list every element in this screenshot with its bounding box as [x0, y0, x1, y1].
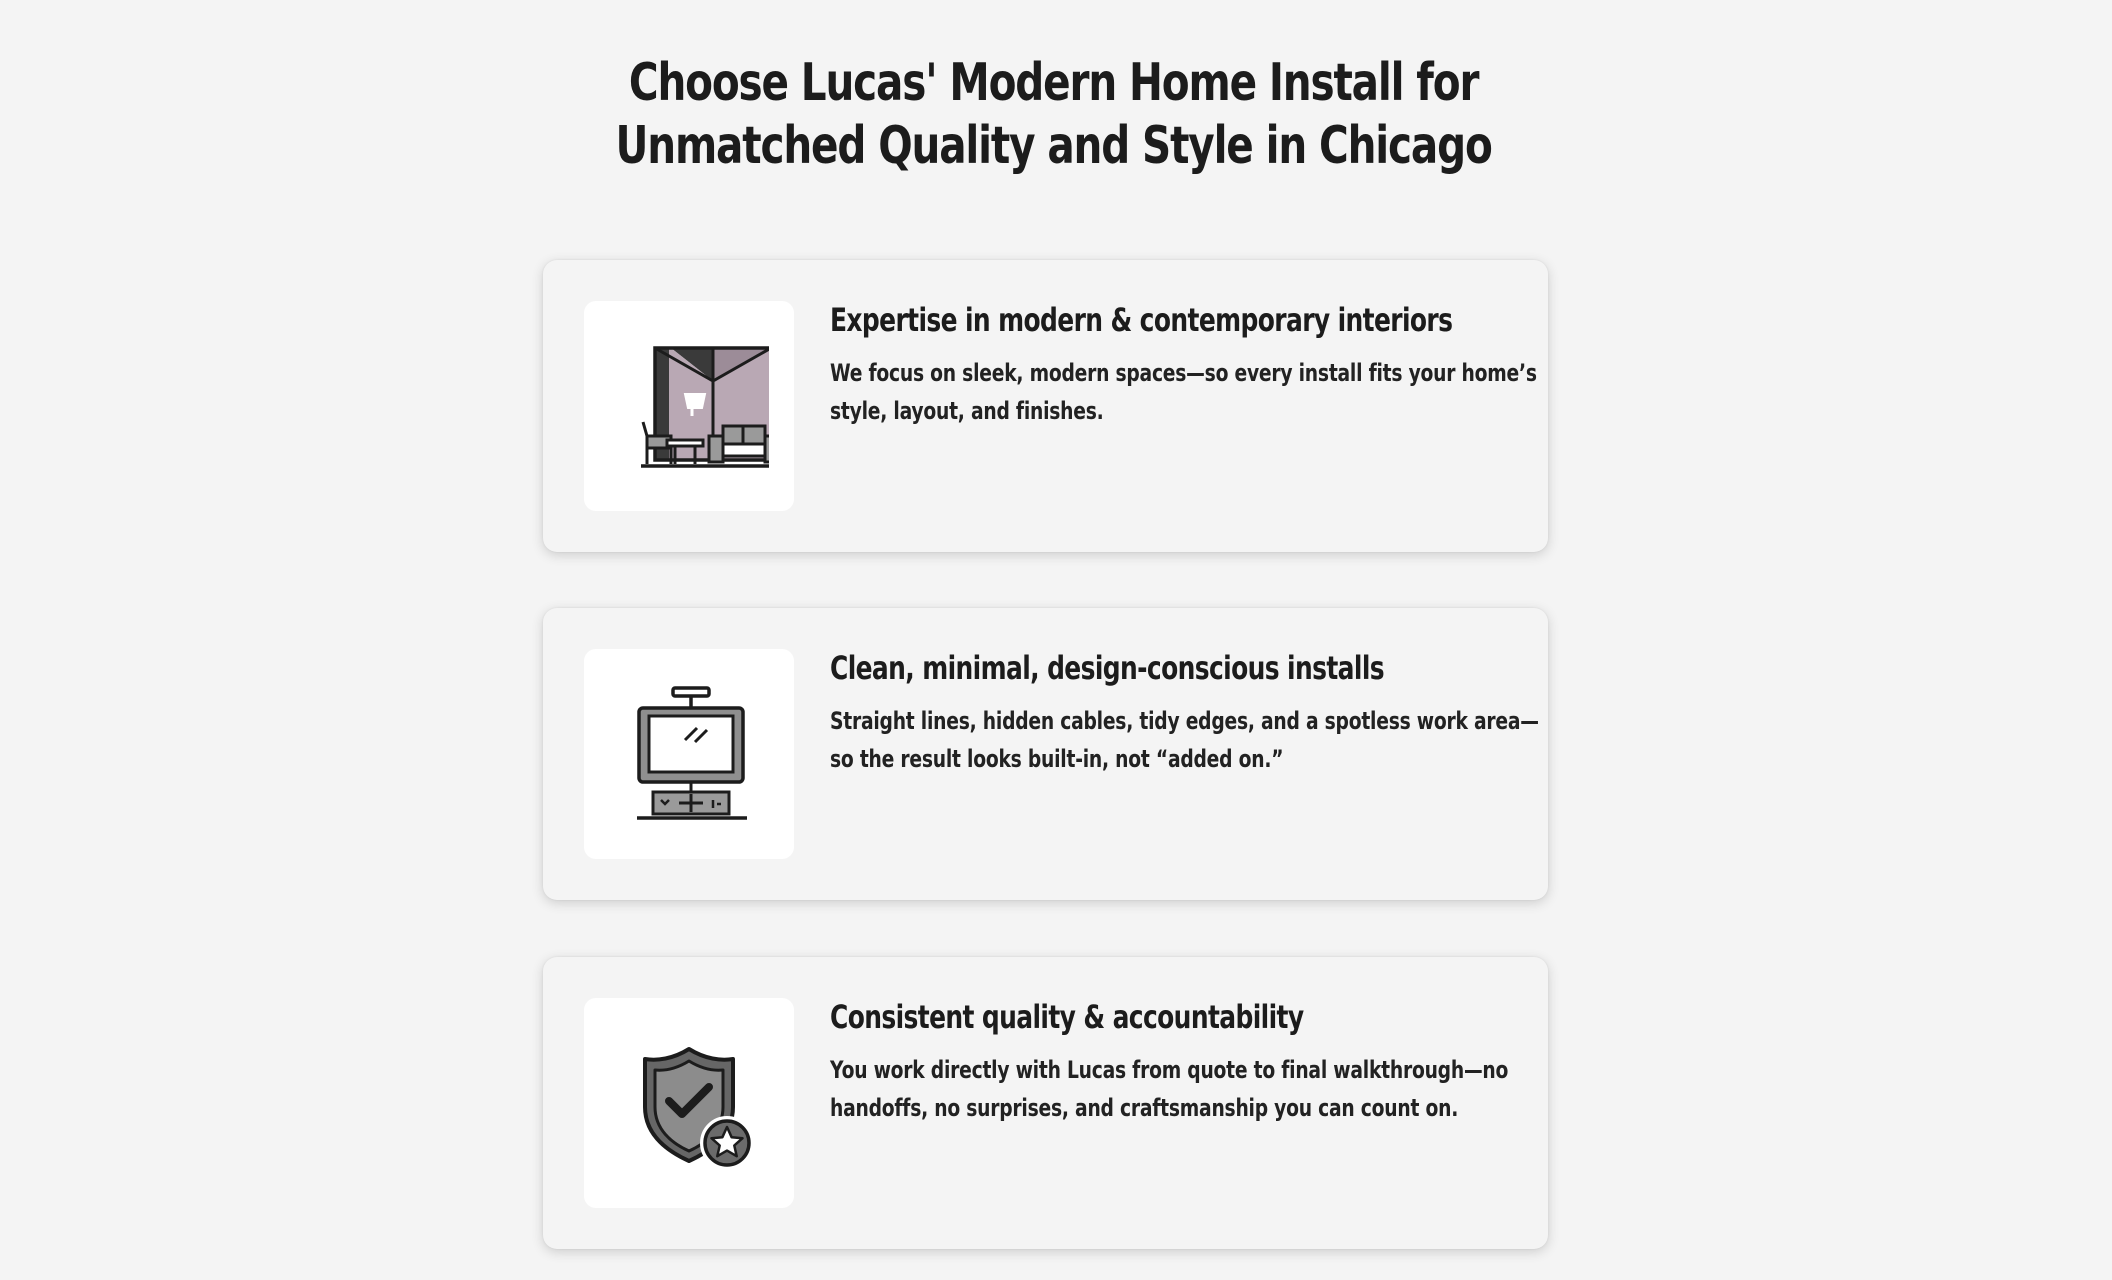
tv-mount-icon [609, 674, 769, 834]
feature-description-line: We focus on sleek, modern spaces—so every install fits your home’s [830, 359, 1537, 387]
feature-icon-box [584, 998, 794, 1208]
feature-title: Clean, minimal, design-conscious installs [830, 649, 1384, 687]
feature-description-line: handoffs, no surprises, and craftsmanship you can count on. [830, 1094, 1459, 1122]
feature-card-minimal-installs [543, 608, 1548, 900]
feature-text [830, 997, 1630, 1127]
feature-title: Expertise in modern & contemporary interiors [830, 301, 1453, 339]
modern-room-icon [609, 326, 769, 486]
feature-description [830, 702, 1539, 778]
shield-check-star-icon [609, 1023, 769, 1183]
heading-line-2: Unmatched Quality and Style in Chicago [615, 116, 1492, 176]
feature-description [830, 1051, 1509, 1127]
feature-icon-box [584, 649, 794, 859]
feature-description-line: You work directly with Lucas from quote to final walkthrough—no [830, 1056, 1509, 1084]
feature-text [830, 300, 1630, 430]
feature-text [830, 648, 1630, 778]
feature-card-modern-interiors [543, 260, 1548, 552]
section-heading [230, 52, 1877, 178]
heading-line-1: Choose Lucas' Modern Home Install for [628, 53, 1479, 113]
feature-description [830, 354, 1537, 430]
feature-description-line: so the result looks built-in, not “added on.” [830, 745, 1284, 773]
feature-card-quality-accountability [543, 957, 1548, 1249]
feature-icon-box [584, 301, 794, 511]
feature-description-line: style, layout, and finishes. [830, 397, 1104, 425]
feature-title: Consistent quality & accountability [830, 998, 1304, 1036]
feature-description-line: Straight lines, hidden cables, tidy edges, and a spotless work area— [830, 707, 1539, 735]
